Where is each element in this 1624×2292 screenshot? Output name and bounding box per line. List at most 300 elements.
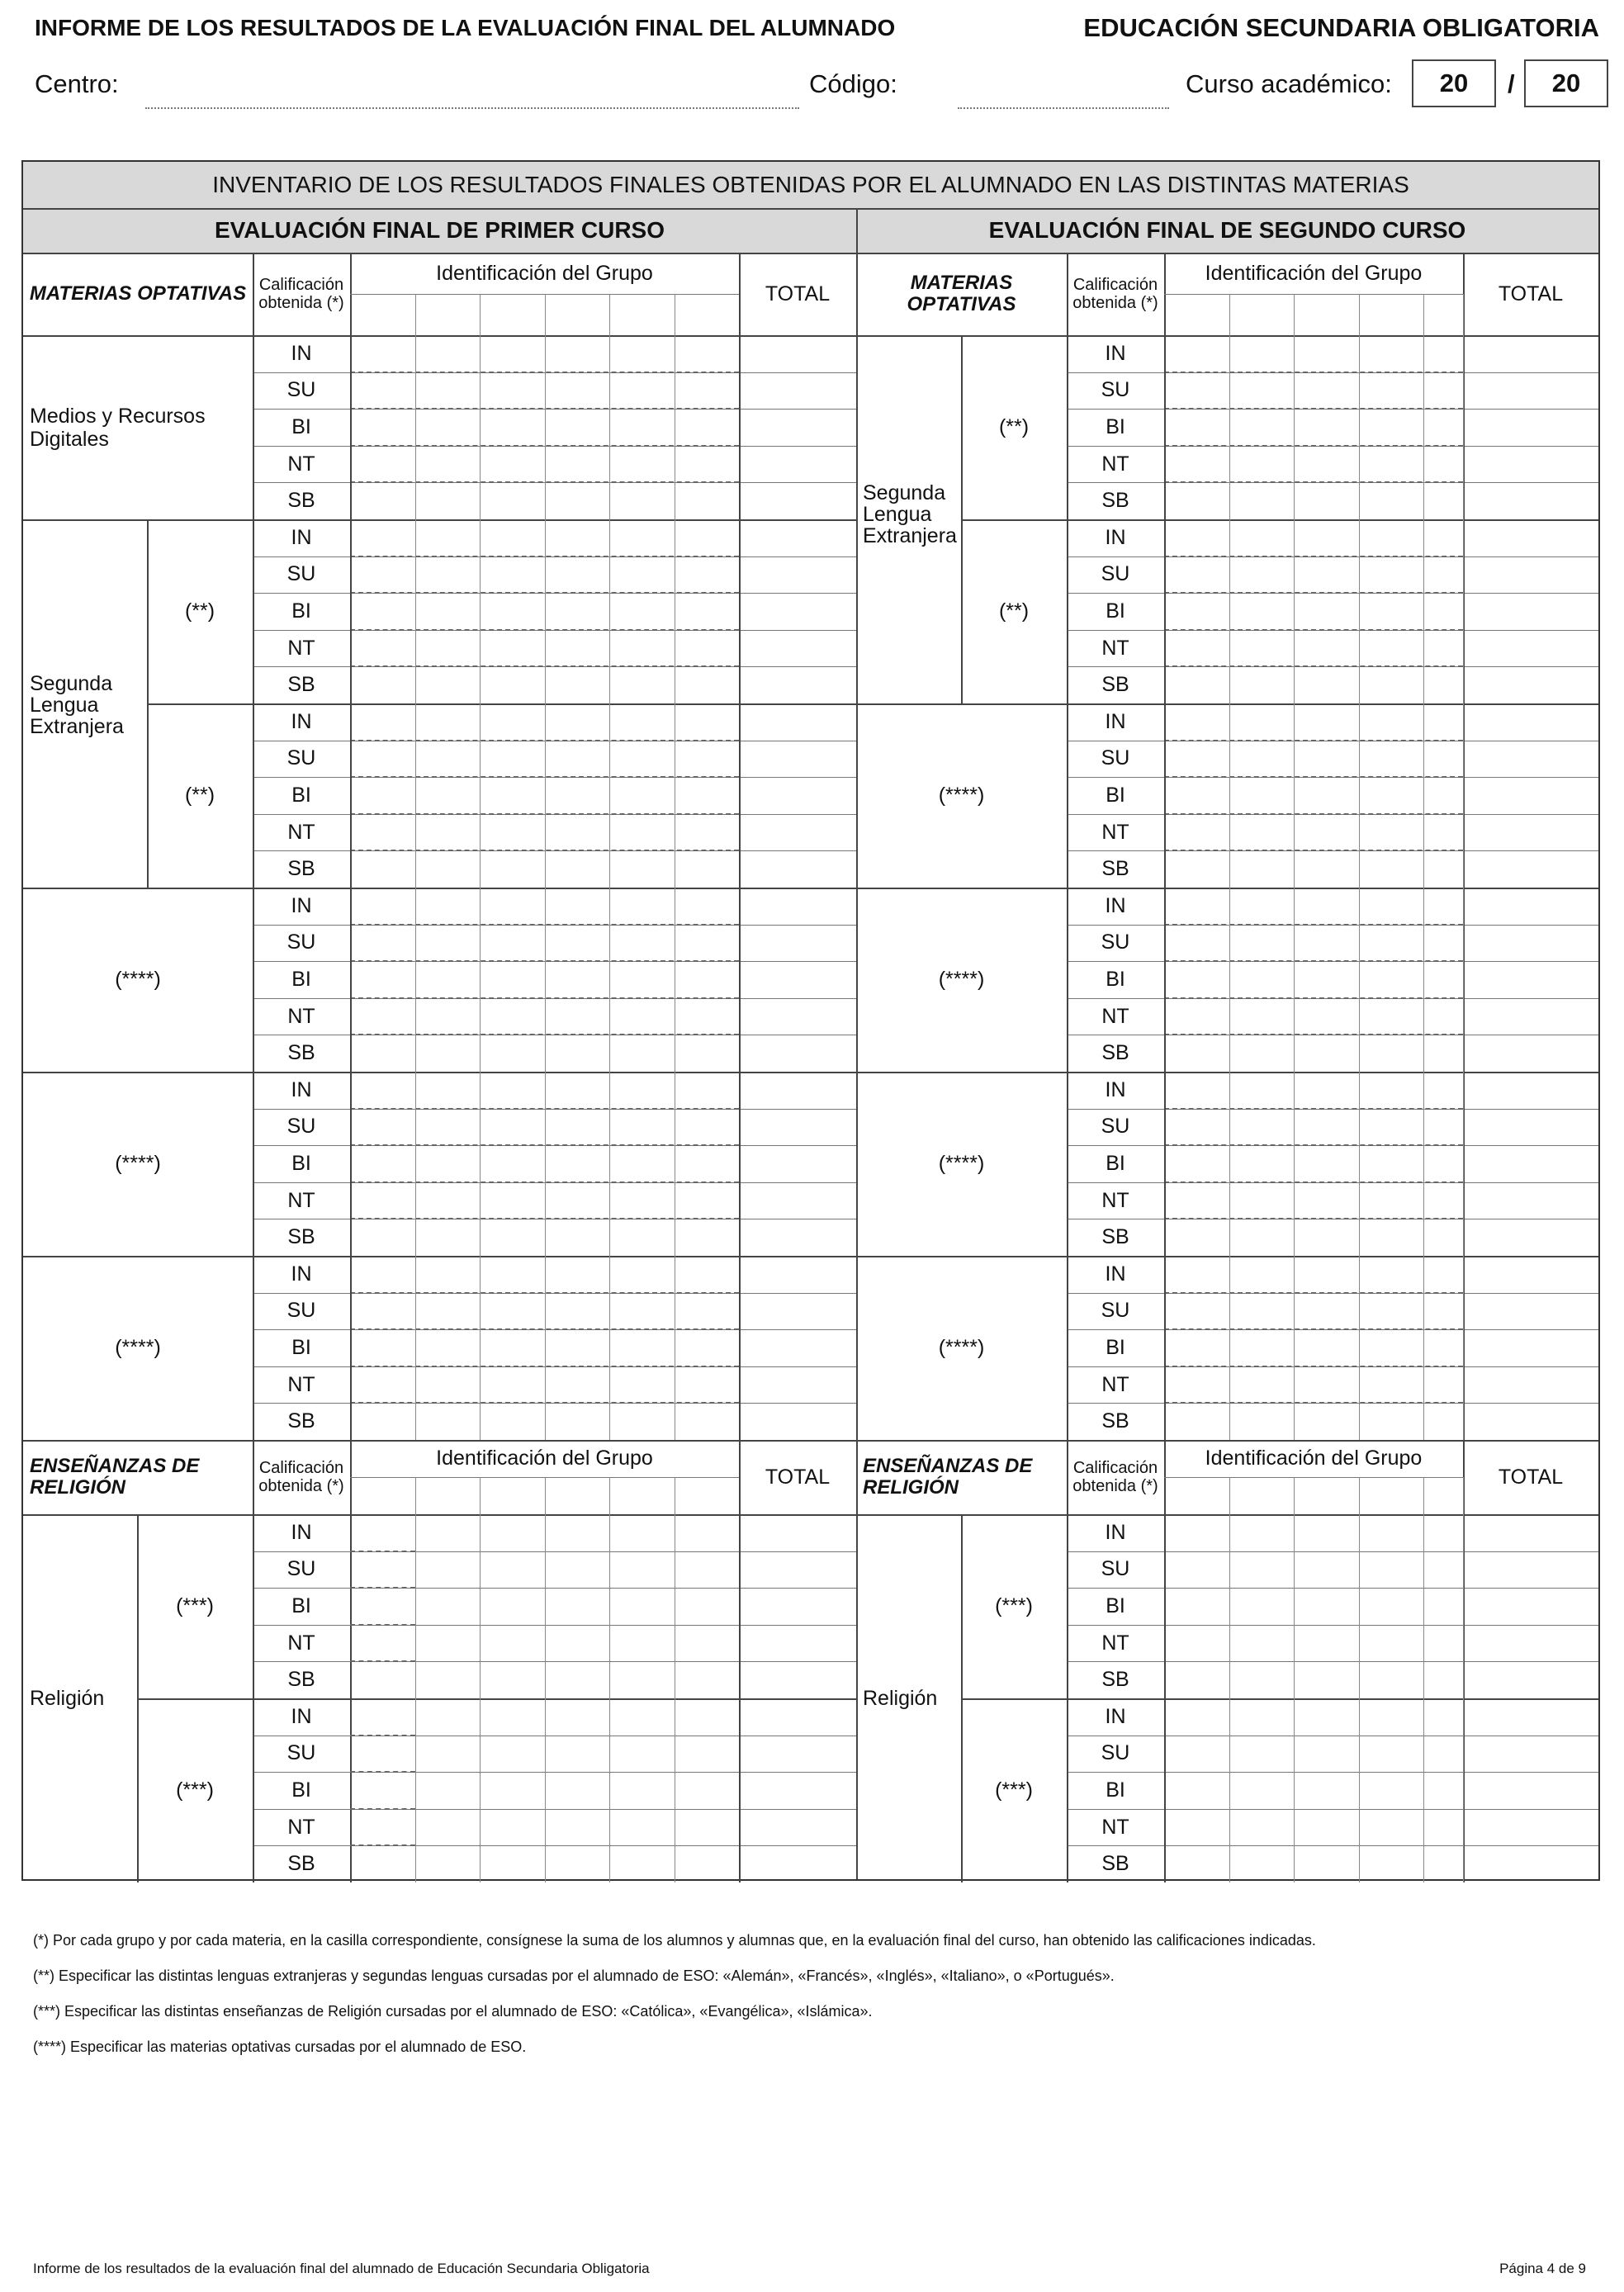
total-cell[interactable] (1463, 1145, 1598, 1182)
group-count-cell[interactable] (480, 335, 545, 372)
group-count-cell[interactable] (1164, 630, 1229, 667)
group-count-cell[interactable] (1423, 925, 1463, 962)
group-count-cell[interactable] (480, 1403, 545, 1440)
group-count-cell[interactable] (1423, 850, 1463, 888)
group-count-cell[interactable] (1359, 409, 1423, 446)
group-count-cell[interactable] (415, 1072, 480, 1109)
group-count-cell[interactable] (545, 1145, 609, 1182)
total-cell[interactable] (739, 630, 856, 667)
group-count-cell[interactable] (1164, 888, 1229, 925)
group-count-cell[interactable] (609, 1551, 675, 1589)
group-count-cell[interactable] (480, 446, 545, 483)
group-count-cell[interactable] (350, 446, 415, 483)
group-count-cell[interactable] (1294, 1403, 1359, 1440)
group-count-cell[interactable] (1164, 1219, 1229, 1256)
group-count-cell[interactable] (1229, 1661, 1294, 1698)
group-count-cell[interactable] (480, 1809, 545, 1846)
group-count-cell[interactable] (1229, 409, 1294, 446)
group-count-cell[interactable] (415, 741, 480, 778)
group-count-cell[interactable] (415, 850, 480, 888)
group-count-cell[interactable] (1229, 1772, 1294, 1809)
group-count-cell[interactable] (675, 1366, 739, 1404)
total-cell[interactable] (739, 1588, 856, 1625)
group-count-cell[interactable] (545, 1072, 609, 1109)
group-count-cell[interactable] (1294, 1293, 1359, 1330)
group-count-cell[interactable] (675, 998, 739, 1035)
group-count-cell[interactable] (675, 1109, 739, 1146)
group-count-cell[interactable] (545, 372, 609, 410)
group-count-cell[interactable] (675, 1551, 739, 1589)
group-count-cell[interactable] (1229, 1219, 1294, 1256)
total-cell[interactable] (739, 1072, 856, 1109)
group-count-cell[interactable] (350, 335, 415, 372)
total-cell[interactable] (1463, 1772, 1598, 1809)
group-count-cell[interactable] (609, 777, 675, 814)
group-count-cell[interactable] (415, 1514, 480, 1551)
group-count-cell[interactable] (415, 630, 480, 667)
total-cell[interactable] (1463, 335, 1598, 372)
group-count-cell[interactable] (1229, 666, 1294, 703)
group-count-cell[interactable] (415, 666, 480, 703)
group-count-cell[interactable] (1294, 741, 1359, 778)
group-count-cell[interactable] (415, 1182, 480, 1219)
group-count-cell[interactable] (1423, 1698, 1463, 1736)
group-count-cell[interactable] (350, 1625, 415, 1662)
total-cell[interactable] (739, 1772, 856, 1809)
group-count-cell[interactable] (609, 925, 675, 962)
group-count-cell[interactable] (609, 1403, 675, 1440)
group-count-cell[interactable] (545, 961, 609, 998)
group-count-cell[interactable] (609, 482, 675, 519)
group-count-cell[interactable] (415, 593, 480, 630)
group-count-cell[interactable] (415, 556, 480, 594)
group-count-cell[interactable] (675, 1588, 739, 1625)
group-count-cell[interactable] (415, 1109, 480, 1146)
group-count-cell[interactable] (609, 1698, 675, 1736)
group-count-cell[interactable] (1164, 1072, 1229, 1109)
group-count-cell[interactable] (480, 850, 545, 888)
group-count-cell[interactable] (1423, 961, 1463, 998)
group-count-cell[interactable] (415, 1366, 480, 1404)
group-count-cell[interactable] (480, 519, 545, 556)
group-count-cell[interactable] (609, 1772, 675, 1809)
group-count-cell[interactable] (675, 777, 739, 814)
group-count-cell[interactable] (1359, 1256, 1423, 1293)
total-cell[interactable] (739, 1625, 856, 1662)
group-count-cell[interactable] (1294, 703, 1359, 741)
total-cell[interactable] (739, 961, 856, 998)
group-count-cell[interactable] (609, 1736, 675, 1773)
centro-field[interactable] (145, 107, 799, 109)
total-cell[interactable] (1463, 1588, 1598, 1625)
total-cell[interactable] (739, 1845, 856, 1882)
group-count-cell[interactable] (1229, 850, 1294, 888)
group-count-cell[interactable] (1164, 1551, 1229, 1589)
group-count-cell[interactable] (350, 1329, 415, 1366)
group-count-cell[interactable] (1359, 1514, 1423, 1551)
total-cell[interactable] (1463, 777, 1598, 814)
group-count-cell[interactable] (1423, 1182, 1463, 1219)
group-count-cell[interactable] (1164, 1256, 1229, 1293)
group-count-cell[interactable] (545, 1698, 609, 1736)
group-count-cell[interactable] (1423, 1035, 1463, 1072)
group-count-cell[interactable] (480, 998, 545, 1035)
group-count-cell[interactable] (1294, 1366, 1359, 1404)
group-count-cell[interactable] (545, 482, 609, 519)
group-count-cell[interactable] (1164, 1588, 1229, 1625)
group-count-cell[interactable] (545, 335, 609, 372)
group-count-cell[interactable] (1423, 741, 1463, 778)
group-count-cell[interactable] (1294, 1588, 1359, 1625)
group-count-cell[interactable] (1359, 666, 1423, 703)
group-count-cell[interactable] (415, 1145, 480, 1182)
group-count-cell[interactable] (480, 1293, 545, 1330)
group-count-cell[interactable] (1423, 1329, 1463, 1366)
group-count-cell[interactable] (480, 1329, 545, 1366)
group-count-cell[interactable] (1229, 741, 1294, 778)
group-count-cell[interactable] (1359, 1551, 1423, 1589)
group-count-cell[interactable] (480, 1514, 545, 1551)
group-count-cell[interactable] (1294, 1072, 1359, 1109)
group-count-cell[interactable] (415, 998, 480, 1035)
group-count-cell[interactable] (415, 1256, 480, 1293)
group-count-cell[interactable] (545, 925, 609, 962)
group-count-cell[interactable] (480, 1772, 545, 1809)
group-count-cell[interactable] (609, 409, 675, 446)
group-count-cell[interactable] (415, 1845, 480, 1882)
group-count-cell[interactable] (1294, 1809, 1359, 1846)
group-count-cell[interactable] (1423, 814, 1463, 851)
group-count-cell[interactable] (350, 741, 415, 778)
group-count-cell[interactable] (1423, 1845, 1463, 1882)
group-count-cell[interactable] (1359, 1845, 1423, 1882)
group-count-cell[interactable] (480, 1736, 545, 1773)
group-count-cell[interactable] (1164, 372, 1229, 410)
total-cell[interactable] (739, 482, 856, 519)
group-count-cell[interactable] (480, 1035, 545, 1072)
total-cell[interactable] (739, 556, 856, 594)
group-count-cell[interactable] (1423, 1366, 1463, 1404)
group-count-cell[interactable] (1359, 1072, 1423, 1109)
group-count-cell[interactable] (675, 446, 739, 483)
group-count-cell[interactable] (1294, 372, 1359, 410)
group-count-cell[interactable] (545, 1736, 609, 1773)
group-count-cell[interactable] (480, 777, 545, 814)
group-count-cell[interactable] (545, 593, 609, 630)
total-cell[interactable] (739, 1736, 856, 1773)
group-count-cell[interactable] (675, 482, 739, 519)
group-count-cell[interactable] (1229, 703, 1294, 741)
total-cell[interactable] (739, 703, 856, 741)
group-count-cell[interactable] (1423, 1661, 1463, 1698)
total-cell[interactable] (739, 1329, 856, 1366)
group-count-cell[interactable] (350, 482, 415, 519)
group-count-cell[interactable] (609, 1809, 675, 1846)
group-count-cell[interactable] (1423, 630, 1463, 667)
group-count-cell[interactable] (545, 666, 609, 703)
group-count-cell[interactable] (675, 1329, 739, 1366)
group-count-cell[interactable] (545, 446, 609, 483)
group-count-cell[interactable] (1423, 1293, 1463, 1330)
group-count-cell[interactable] (609, 556, 675, 594)
group-count-cell[interactable] (609, 335, 675, 372)
group-count-cell[interactable] (480, 1661, 545, 1698)
group-count-cell[interactable] (1229, 1514, 1294, 1551)
group-count-cell[interactable] (1229, 372, 1294, 410)
group-count-cell[interactable] (480, 1551, 545, 1589)
total-cell[interactable] (1463, 409, 1598, 446)
group-count-cell[interactable] (1423, 777, 1463, 814)
group-count-cell[interactable] (675, 593, 739, 630)
group-count-cell[interactable] (1229, 630, 1294, 667)
group-count-cell[interactable] (1359, 814, 1423, 851)
group-count-cell[interactable] (1359, 777, 1423, 814)
group-count-cell[interactable] (350, 1661, 415, 1698)
total-cell[interactable] (1463, 593, 1598, 630)
group-count-cell[interactable] (1164, 850, 1229, 888)
group-count-cell[interactable] (675, 1809, 739, 1846)
group-count-cell[interactable] (1294, 961, 1359, 998)
group-count-cell[interactable] (609, 850, 675, 888)
group-count-cell[interactable] (1359, 593, 1423, 630)
group-count-cell[interactable] (545, 1109, 609, 1146)
group-count-cell[interactable] (1359, 1809, 1423, 1846)
group-count-cell[interactable] (675, 888, 739, 925)
group-count-cell[interactable] (480, 741, 545, 778)
group-count-cell[interactable] (545, 1366, 609, 1404)
group-count-cell[interactable] (350, 1035, 415, 1072)
total-cell[interactable] (739, 1403, 856, 1440)
total-cell[interactable] (739, 593, 856, 630)
group-count-cell[interactable] (1423, 1809, 1463, 1846)
group-count-cell[interactable] (1359, 925, 1423, 962)
group-count-cell[interactable] (350, 1809, 415, 1846)
group-count-cell[interactable] (480, 372, 545, 410)
total-cell[interactable] (1463, 1182, 1598, 1219)
group-count-cell[interactable] (415, 961, 480, 998)
group-count-cell[interactable] (609, 1845, 675, 1882)
group-count-cell[interactable] (1359, 1035, 1423, 1072)
group-count-cell[interactable] (1423, 1551, 1463, 1589)
group-count-cell[interactable] (1229, 1109, 1294, 1146)
group-count-cell[interactable] (350, 1219, 415, 1256)
group-count-cell[interactable] (1359, 1293, 1423, 1330)
group-count-cell[interactable] (1229, 519, 1294, 556)
group-count-cell[interactable] (675, 519, 739, 556)
group-count-cell[interactable] (1229, 1588, 1294, 1625)
group-count-cell[interactable] (350, 1551, 415, 1589)
group-count-cell[interactable] (350, 998, 415, 1035)
total-cell[interactable] (739, 1661, 856, 1698)
group-count-cell[interactable] (545, 1182, 609, 1219)
group-count-cell[interactable] (1359, 1698, 1423, 1736)
total-cell[interactable] (739, 925, 856, 962)
group-count-cell[interactable] (1359, 1772, 1423, 1809)
group-count-cell[interactable] (545, 1293, 609, 1330)
group-count-cell[interactable] (1164, 925, 1229, 962)
group-count-cell[interactable] (1294, 1625, 1359, 1662)
group-count-cell[interactable] (1229, 961, 1294, 998)
group-count-cell[interactable] (675, 814, 739, 851)
group-count-cell[interactable] (1229, 1403, 1294, 1440)
group-count-cell[interactable] (350, 1772, 415, 1809)
group-count-cell[interactable] (415, 888, 480, 925)
group-count-cell[interactable] (480, 1366, 545, 1404)
group-count-cell[interactable] (1229, 446, 1294, 483)
group-count-cell[interactable] (350, 1845, 415, 1882)
group-count-cell[interactable] (1359, 1182, 1423, 1219)
group-count-cell[interactable] (1359, 741, 1423, 778)
group-count-cell[interactable] (1229, 1072, 1294, 1109)
group-count-cell[interactable] (1164, 519, 1229, 556)
group-count-cell[interactable] (1294, 814, 1359, 851)
group-count-cell[interactable] (1294, 335, 1359, 372)
group-count-cell[interactable] (1359, 1403, 1423, 1440)
group-count-cell[interactable] (1229, 1145, 1294, 1182)
group-count-cell[interactable] (350, 666, 415, 703)
group-count-cell[interactable] (1164, 1329, 1229, 1366)
group-count-cell[interactable] (350, 1182, 415, 1219)
group-count-cell[interactable] (1164, 1145, 1229, 1182)
total-cell[interactable] (739, 1293, 856, 1330)
group-count-cell[interactable] (350, 1256, 415, 1293)
group-count-cell[interactable] (545, 814, 609, 851)
group-count-cell[interactable] (1294, 446, 1359, 483)
group-count-cell[interactable] (609, 961, 675, 998)
total-cell[interactable] (739, 1035, 856, 1072)
group-count-cell[interactable] (415, 1293, 480, 1330)
group-count-cell[interactable] (480, 814, 545, 851)
group-count-cell[interactable] (1359, 998, 1423, 1035)
total-cell[interactable] (1463, 1661, 1598, 1698)
total-cell[interactable] (1463, 925, 1598, 962)
group-count-cell[interactable] (1359, 630, 1423, 667)
group-count-cell[interactable] (1229, 593, 1294, 630)
group-count-cell[interactable] (545, 1035, 609, 1072)
group-count-cell[interactable] (415, 1661, 480, 1698)
group-count-cell[interactable] (1164, 1625, 1229, 1662)
group-count-cell[interactable] (1229, 1293, 1294, 1330)
group-count-cell[interactable] (1294, 519, 1359, 556)
group-count-cell[interactable] (480, 925, 545, 962)
group-count-cell[interactable] (1164, 1403, 1229, 1440)
group-count-cell[interactable] (609, 666, 675, 703)
group-count-cell[interactable] (675, 409, 739, 446)
group-count-cell[interactable] (1294, 630, 1359, 667)
group-count-cell[interactable] (1423, 888, 1463, 925)
group-count-cell[interactable] (1229, 1035, 1294, 1072)
group-count-cell[interactable] (1229, 1809, 1294, 1846)
group-count-cell[interactable] (675, 556, 739, 594)
group-count-cell[interactable] (609, 630, 675, 667)
group-count-cell[interactable] (545, 850, 609, 888)
group-count-cell[interactable] (415, 1736, 480, 1773)
group-count-cell[interactable] (415, 409, 480, 446)
group-count-cell[interactable] (415, 1588, 480, 1625)
group-count-cell[interactable] (350, 519, 415, 556)
total-cell[interactable] (1463, 556, 1598, 594)
group-count-cell[interactable] (675, 1698, 739, 1736)
group-count-cell[interactable] (1164, 1809, 1229, 1846)
group-count-cell[interactable] (675, 335, 739, 372)
total-cell[interactable] (1463, 482, 1598, 519)
group-count-cell[interactable] (1164, 998, 1229, 1035)
group-count-cell[interactable] (675, 372, 739, 410)
total-cell[interactable] (739, 888, 856, 925)
group-count-cell[interactable] (1229, 1366, 1294, 1404)
group-count-cell[interactable] (415, 1219, 480, 1256)
total-cell[interactable] (739, 814, 856, 851)
group-count-cell[interactable] (350, 372, 415, 410)
group-count-cell[interactable] (1164, 1698, 1229, 1736)
group-count-cell[interactable] (480, 630, 545, 667)
group-count-cell[interactable] (480, 1625, 545, 1662)
group-count-cell[interactable] (350, 1293, 415, 1330)
total-cell[interactable] (739, 1109, 856, 1146)
group-count-cell[interactable] (350, 1698, 415, 1736)
group-count-cell[interactable] (480, 1698, 545, 1736)
group-count-cell[interactable] (350, 814, 415, 851)
total-cell[interactable] (1463, 1035, 1598, 1072)
group-count-cell[interactable] (675, 1625, 739, 1662)
group-count-cell[interactable] (1294, 925, 1359, 962)
group-count-cell[interactable] (480, 482, 545, 519)
group-count-cell[interactable] (675, 741, 739, 778)
group-count-cell[interactable] (1423, 335, 1463, 372)
group-count-cell[interactable] (609, 814, 675, 851)
total-cell[interactable] (1463, 1219, 1598, 1256)
group-count-cell[interactable] (350, 1072, 415, 1109)
total-cell[interactable] (739, 1219, 856, 1256)
group-count-cell[interactable] (415, 1625, 480, 1662)
total-cell[interactable] (739, 666, 856, 703)
group-count-cell[interactable] (545, 1329, 609, 1366)
total-cell[interactable] (739, 409, 856, 446)
group-count-cell[interactable] (1359, 1625, 1423, 1662)
total-cell[interactable] (739, 1256, 856, 1293)
group-count-cell[interactable] (1294, 593, 1359, 630)
total-cell[interactable] (1463, 1329, 1598, 1366)
group-count-cell[interactable] (1423, 998, 1463, 1035)
group-count-cell[interactable] (1423, 1736, 1463, 1773)
group-count-cell[interactable] (480, 1072, 545, 1109)
group-count-cell[interactable] (1229, 556, 1294, 594)
group-count-cell[interactable] (1164, 1182, 1229, 1219)
group-count-cell[interactable] (415, 1403, 480, 1440)
group-count-cell[interactable] (480, 1109, 545, 1146)
year-end-box[interactable]: 20 (1524, 59, 1608, 107)
total-cell[interactable] (739, 1809, 856, 1846)
group-count-cell[interactable] (415, 482, 480, 519)
group-count-cell[interactable] (1359, 1588, 1423, 1625)
group-count-cell[interactable] (350, 777, 415, 814)
group-count-cell[interactable] (1359, 1145, 1423, 1182)
group-count-cell[interactable] (675, 1772, 739, 1809)
total-cell[interactable] (739, 777, 856, 814)
group-count-cell[interactable] (675, 1072, 739, 1109)
total-cell[interactable] (1463, 703, 1598, 741)
group-count-cell[interactable] (1164, 814, 1229, 851)
total-cell[interactable] (1463, 998, 1598, 1035)
group-count-cell[interactable] (609, 372, 675, 410)
group-count-cell[interactable] (1423, 372, 1463, 410)
group-count-cell[interactable] (1294, 850, 1359, 888)
group-count-cell[interactable] (480, 556, 545, 594)
group-count-cell[interactable] (675, 1403, 739, 1440)
group-count-cell[interactable] (1294, 409, 1359, 446)
group-count-cell[interactable] (545, 1514, 609, 1551)
total-cell[interactable] (1463, 888, 1598, 925)
